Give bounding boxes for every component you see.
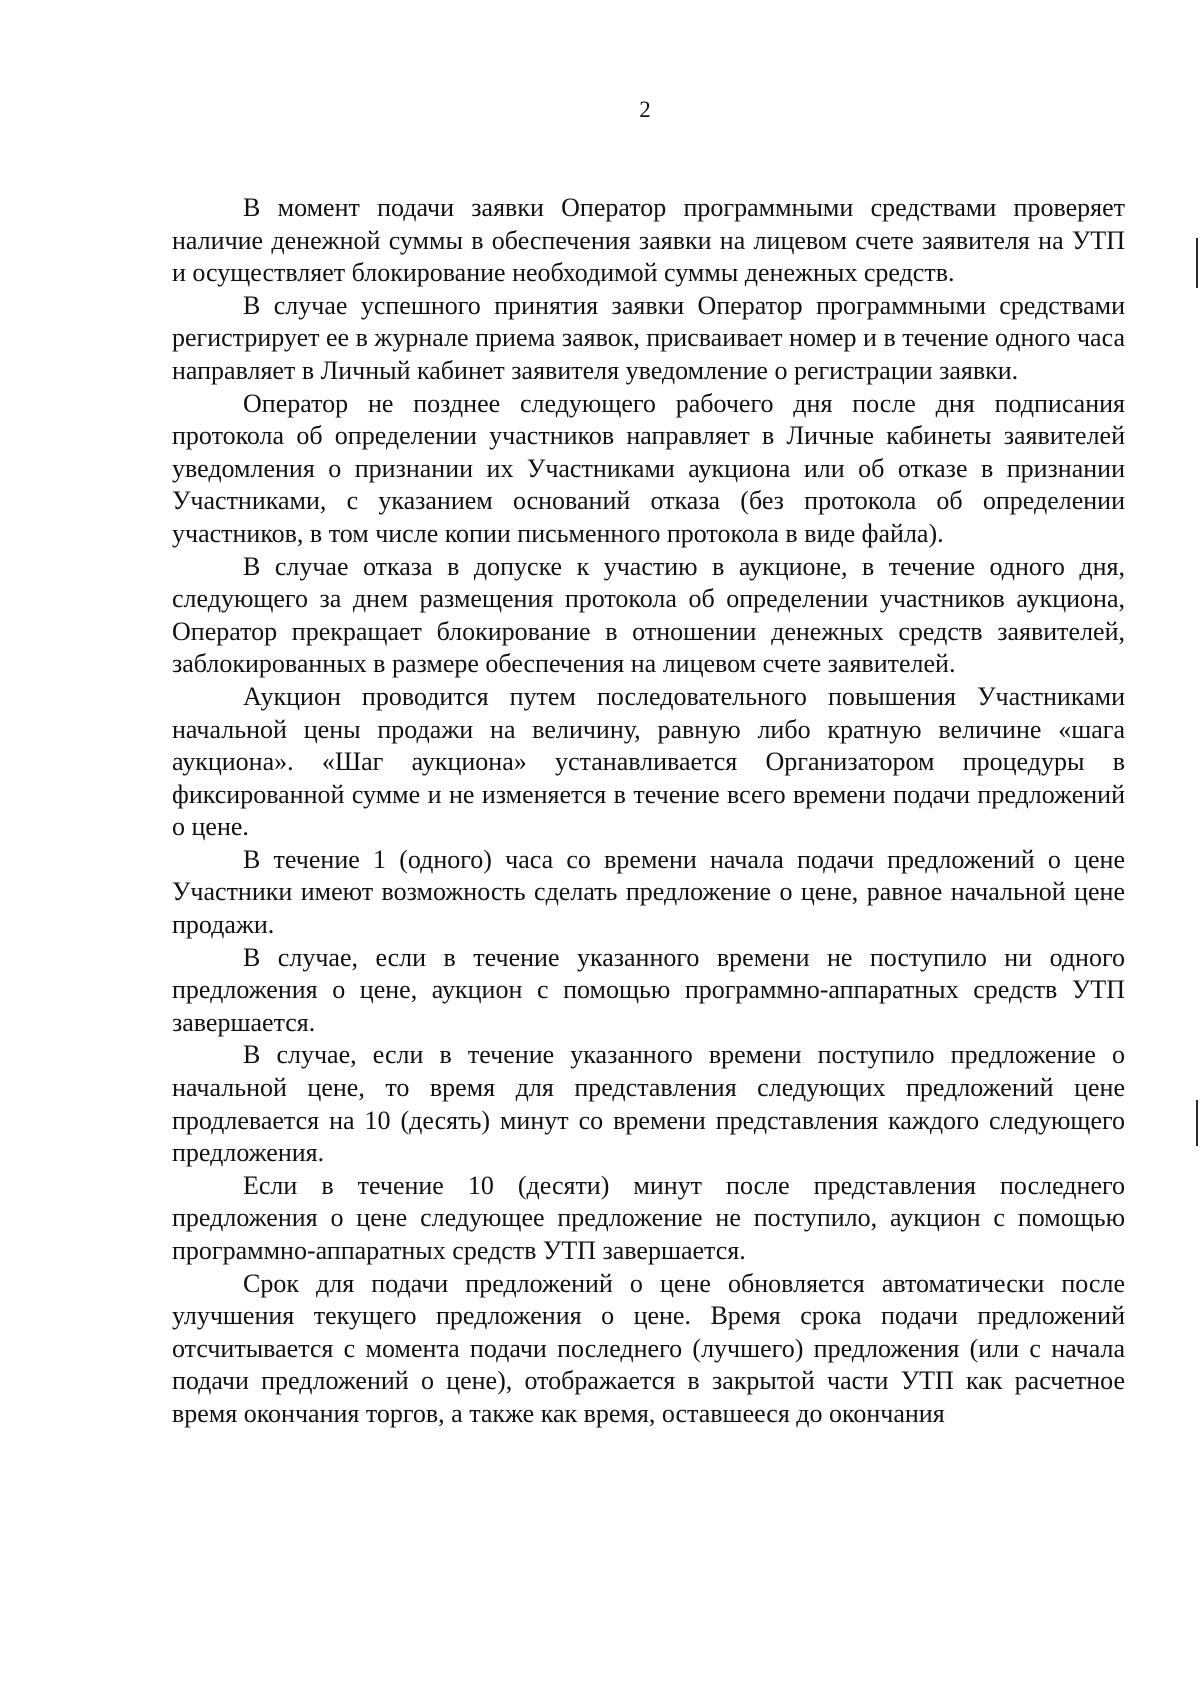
paragraph-no-offers: В случае, если в течение указанного времени не поступило ни одного предложения о цене, аукцион с помощью программно-аппаратных средств УТП завершается. [172, 942, 1125, 1037]
paragraph-participant-notification: Оператор не позднее следующего рабочего дня после дня подписания протокола об определении участников направляет в Личные кабинеты заявителей уведомления о признании их Участниками аукциона или об отказе в признании Участниками, с указанием оснований отказа (без протокола об определении участников, в том числе копии письменного протокола в виде файла). [172, 388, 1125, 548]
body-text [172, 192, 1125, 1431]
scan-edge-mark [1196, 238, 1198, 288]
paragraph-auction-end: Если в течение 10 (десяти) минут после представления последнего предложения о цене следующее предложение не поступило, аукцион с помощью программно-аппаратных средств УТП завершается. [172, 1170, 1125, 1265]
paragraph-application-submission: В момент подачи заявки Оператор программными средствами проверяет наличие денежной суммы в обеспечения заявки на лицевом счете заявителя на УТП и осуществляет блокирование необходимой суммы денежных средств. [172, 193, 1125, 288]
paragraph-first-hour: В течение 1 (одного) часа со времени начала подачи предложений о цене Участники имеют возможность сделать предложение о цене, равное начальной цене продажи. [172, 844, 1125, 940]
paragraph-admission-refusal: В случае отказа в допуске к участию в аукционе, в течение одного дня, следующего за днем размещения протокола об определении участников аукциона, Оператор прекращает блокирование в отношении денежных средств заявителей, заблокированных в размере обеспечения на лицевом счете заявителей. [172, 551, 1125, 679]
paragraph-auction-step: Аукцион проводится путем последовательного повышения Участниками начальной цены продажи на величину, равную либо кратную величине «шага аукциона». «Шаг аукциона» устанавливается Организатором процедуры в фиксированной сумме и не изменяется в течение всего времени подачи предложений о цене. [172, 681, 1125, 842]
paragraph-application-registration: В случае успешного принятия заявки Оператор программными средствами регистрирует ее в журнале приема заявок, присваивает номер и в течение одного часа направляет в Личный кабинет заявителя уведомление о регистрации заявки. [172, 290, 1125, 385]
page-number: 2 [639, 97, 651, 122]
paragraph-extension: В случае, если в течение указанного времени поступило предложение о начальной цене, то время для представления следующих предложений цене продлевается на 10 (десять) минут со времени представления каждого следующего предложения. [172, 1040, 1125, 1168]
paragraph-deadline-update: Срок для подачи предложений о цене обновляется автоматически после улучшения текущего предложения о цене. Время срока подачи предложений отсчитывается с момента подачи последнего (лучшего) предложения (или с начала подачи предложений о цене), отображается в закрытой части УТП как расчетное время окончания торгов, а также как время, оставшееся до окончания [172, 1268, 1125, 1428]
scan-edge-mark [1196, 1100, 1198, 1146]
